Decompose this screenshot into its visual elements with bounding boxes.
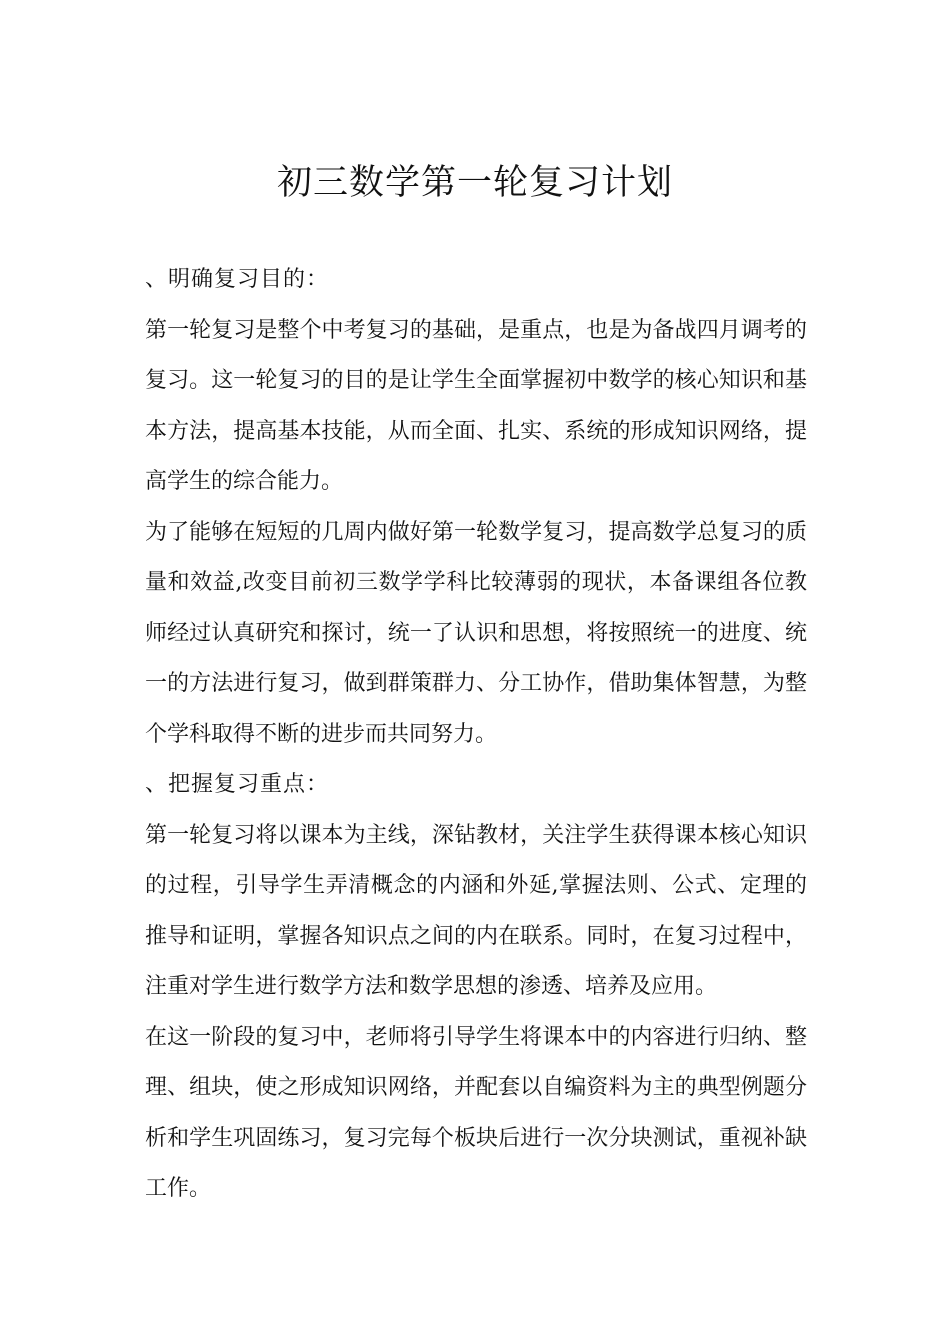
paragraph: 为了能够在短短的几周内做好第一轮数学复习，提高数学总复习的质量和效益,改变目前初三数学学科比较薄弱的现状，本备课组各位教师经过认真研究和探讨，统一了认识和思想，将按照统一的进度、统一的方法进行复习，做到群策群力、分工协作，借助集体智慧，为整个学科取得不断的进步而共同努力。 (145, 519, 807, 747)
paragraph: 在这一阶段的复习中，老师将引导学生将课本中的内容进行归纳、整理、组块，使之形成知识网络，并配套以自编资料为主的典型例题分析和学生巩固练习，复习完每个板块后进行一次分块测试，重视补缺工作。 (145, 1024, 807, 1201)
paragraph: 第一轮复习是整个中考复习的基础，是重点，也是为备战四月调考的复习。这一轮复习的目的是让学生全面掌握初中数学的核心知识和基本方法，提高基本技能，从而全面、扎实、系统的形成知识网络，提高学生的综合能力。 (145, 317, 807, 494)
document-body (145, 255, 807, 1215)
section-heading-focus: 、把握复习重点： (145, 772, 330, 797)
paragraph: 第一轮复习将以课本为主线，深钻教材，关注学生获得课本核心知识的过程，引导学生弄清概念的内涵和外延,掌握法则、公式、定理的推导和证明，掌握各知识点之间的内在联系。同时，在复习过程中，注重对学生进行数学方法和数学思想的渗透、培养及应用。 (145, 822, 807, 999)
section-heading-purpose: 、明确复习目的： (145, 267, 330, 292)
document-title: 初三数学第一轮复习计划 (276, 163, 673, 203)
